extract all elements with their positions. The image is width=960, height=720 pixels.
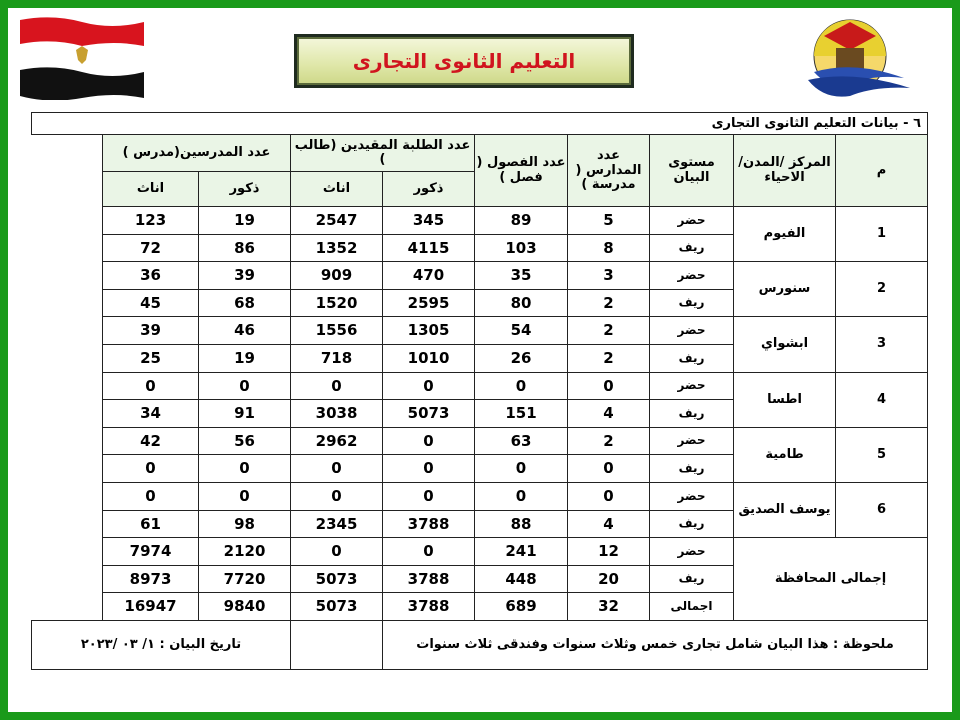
header-classes: عدد الفصول ( فصل ) — [475, 135, 568, 207]
level-cell: حضر — [650, 207, 734, 235]
students-males-cell: 470 — [383, 262, 475, 290]
center-name: الفيوم — [734, 207, 836, 262]
row-number: 5 — [836, 427, 928, 482]
students-males-cell: 1305 — [383, 317, 475, 345]
row-number: 4 — [836, 372, 928, 427]
classes-cell: 54 — [475, 317, 568, 345]
teachers-females-cell: 8973 — [103, 565, 199, 593]
students-females-cell: 0 — [291, 482, 383, 510]
center-name: يوسف الصديق — [734, 482, 836, 537]
teachers-females-cell: 25 — [103, 344, 199, 372]
data-date: تاريخ البيان : ١/ ٠٣ /٢٠٢٣ — [32, 620, 291, 669]
schools-cell: 2 — [568, 344, 650, 372]
schools-cell: 32 — [568, 593, 650, 621]
teachers-males-cell: 56 — [199, 427, 291, 455]
schools-cell: 0 — [568, 372, 650, 400]
level-cell: حضر — [650, 372, 734, 400]
teachers-males-cell: 91 — [199, 400, 291, 428]
header-teachers-males: ذكور — [199, 172, 291, 207]
teachers-females-cell: 34 — [103, 400, 199, 428]
teachers-males-cell: 0 — [199, 372, 291, 400]
schools-cell: 2 — [568, 317, 650, 345]
total-label: إجمالى المحافظة — [734, 538, 928, 621]
teachers-males-cell: 7720 — [199, 565, 291, 593]
schools-cell: 2 — [568, 289, 650, 317]
title-box — [294, 34, 634, 88]
table-row — [32, 427, 928, 455]
header-students-males: ذكور — [383, 172, 475, 207]
students-males-cell: 0 — [383, 455, 475, 483]
students-females-cell: 909 — [291, 262, 383, 290]
schools-cell: 4 — [568, 400, 650, 428]
table-row — [32, 372, 928, 400]
students-females-cell: 1352 — [291, 234, 383, 262]
level-cell: ريف — [650, 344, 734, 372]
teachers-females-cell: 61 — [103, 510, 199, 538]
students-males-cell: 0 — [383, 538, 475, 566]
section-title-row — [32, 113, 928, 135]
teachers-females-cell: 123 — [103, 207, 199, 235]
level-cell: حضر — [650, 262, 734, 290]
schools-cell: 0 — [568, 455, 650, 483]
teachers-males-cell: 98 — [199, 510, 291, 538]
schools-cell: 2 — [568, 427, 650, 455]
students-females-cell: 3038 — [291, 400, 383, 428]
teachers-females-cell: 7974 — [103, 538, 199, 566]
blank-cell — [291, 620, 383, 669]
teachers-males-cell: 39 — [199, 262, 291, 290]
center-name: طامية — [734, 427, 836, 482]
level-cell: حضر — [650, 538, 734, 566]
classes-cell: 35 — [475, 262, 568, 290]
page-title: التعليم الثانوى التجارى — [297, 37, 631, 85]
level-cell: حضر — [650, 427, 734, 455]
total-row — [32, 538, 928, 566]
classes-cell: 80 — [475, 289, 568, 317]
level-cell: ريف — [650, 289, 734, 317]
level-cell: ريف — [650, 400, 734, 428]
level-cell: اجمالى — [650, 593, 734, 621]
row-number: 6 — [836, 482, 928, 537]
students-females-cell: 718 — [291, 344, 383, 372]
teachers-females-cell: 16947 — [103, 593, 199, 621]
table-row — [32, 262, 928, 290]
header-row-1 — [32, 135, 928, 172]
teachers-males-cell: 0 — [199, 482, 291, 510]
classes-cell: 103 — [475, 234, 568, 262]
classes-cell: 0 — [475, 455, 568, 483]
header-num: م — [836, 135, 928, 207]
students-females-cell: 2547 — [291, 207, 383, 235]
header-center: المركز /المدن/الاحياء — [734, 135, 836, 207]
students-females-cell: 0 — [291, 538, 383, 566]
center-name: ابشواي — [734, 317, 836, 372]
schools-cell: 12 — [568, 538, 650, 566]
schools-cell: 20 — [568, 565, 650, 593]
students-males-cell: 0 — [383, 427, 475, 455]
students-males-cell: 1010 — [383, 344, 475, 372]
classes-cell: 0 — [475, 482, 568, 510]
section-title: ٦ - بيانات التعليم الثانوى التجارى — [32, 113, 928, 135]
note-text: ملحوظة : هذا البيان شامل تجارى خمس وثلاث سنوات وفندقى ثلاث سنوات — [383, 620, 928, 669]
students-males-cell: 345 — [383, 207, 475, 235]
teachers-males-cell: 2120 — [199, 538, 291, 566]
teachers-females-cell: 0 — [103, 372, 199, 400]
classes-cell: 448 — [475, 565, 568, 593]
level-cell: ريف — [650, 234, 734, 262]
teachers-females-cell: 72 — [103, 234, 199, 262]
governorate-logo-icon — [794, 14, 914, 104]
level-cell: ريف — [650, 455, 734, 483]
classes-cell: 88 — [475, 510, 568, 538]
center-name: سنورس — [734, 262, 836, 317]
students-males-cell: 4115 — [383, 234, 475, 262]
students-females-cell: 5073 — [291, 565, 383, 593]
schools-cell: 8 — [568, 234, 650, 262]
classes-cell: 89 — [475, 207, 568, 235]
level-cell: حضر — [650, 317, 734, 345]
footer-row — [32, 620, 928, 669]
header-level: مستوى البيان — [650, 135, 734, 207]
teachers-males-cell: 19 — [199, 344, 291, 372]
header-teachers: عدد المدرسين(مدرس ) — [103, 135, 291, 172]
classes-cell: 151 — [475, 400, 568, 428]
teachers-females-cell: 0 — [103, 455, 199, 483]
page-frame — [8, 8, 952, 712]
students-males-cell: 2595 — [383, 289, 475, 317]
students-males-cell: 3788 — [383, 593, 475, 621]
students-females-cell: 0 — [291, 372, 383, 400]
schools-cell: 5 — [568, 207, 650, 235]
students-males-cell: 5073 — [383, 400, 475, 428]
students-males-cell: 0 — [383, 482, 475, 510]
students-females-cell: 0 — [291, 455, 383, 483]
students-males-cell: 0 — [383, 372, 475, 400]
row-number: 2 — [836, 262, 928, 317]
teachers-males-cell: 46 — [199, 317, 291, 345]
teachers-females-cell: 42 — [103, 427, 199, 455]
students-males-cell: 3788 — [383, 565, 475, 593]
level-cell: حضر — [650, 482, 734, 510]
table-row — [32, 207, 928, 235]
students-males-cell: 3788 — [383, 510, 475, 538]
header-schools: عدد المدارس ( مدرسة ) — [568, 135, 650, 207]
students-females-cell: 1520 — [291, 289, 383, 317]
schools-cell: 3 — [568, 262, 650, 290]
header-students-females: اناث — [291, 172, 383, 207]
teachers-males-cell: 19 — [199, 207, 291, 235]
students-females-cell: 2962 — [291, 427, 383, 455]
classes-cell: 241 — [475, 538, 568, 566]
header-teachers-females: اناث — [103, 172, 199, 207]
teachers-males-cell: 0 — [199, 455, 291, 483]
students-females-cell: 2345 — [291, 510, 383, 538]
classes-cell: 689 — [475, 593, 568, 621]
header-students: عدد الطلبة المقيدين (طالب ) — [291, 135, 475, 172]
commercial-education-table — [31, 112, 928, 670]
teachers-females-cell: 0 — [103, 482, 199, 510]
schools-cell: 0 — [568, 482, 650, 510]
row-number: 3 — [836, 317, 928, 372]
level-cell: ريف — [650, 510, 734, 538]
classes-cell: 0 — [475, 372, 568, 400]
students-females-cell: 1556 — [291, 317, 383, 345]
teachers-females-cell: 45 — [103, 289, 199, 317]
level-cell: ريف — [650, 565, 734, 593]
students-females-cell: 5073 — [291, 593, 383, 621]
classes-cell: 26 — [475, 344, 568, 372]
teachers-females-cell: 39 — [103, 317, 199, 345]
classes-cell: 63 — [475, 427, 568, 455]
schools-cell: 4 — [568, 510, 650, 538]
center-name: اطسا — [734, 372, 836, 427]
egypt-flag-icon — [18, 14, 146, 100]
table-row — [32, 482, 928, 510]
teachers-males-cell: 86 — [199, 234, 291, 262]
teachers-males-cell: 68 — [199, 289, 291, 317]
teachers-males-cell: 9840 — [199, 593, 291, 621]
teachers-females-cell: 36 — [103, 262, 199, 290]
row-number: 1 — [836, 207, 928, 262]
table-row — [32, 317, 928, 345]
